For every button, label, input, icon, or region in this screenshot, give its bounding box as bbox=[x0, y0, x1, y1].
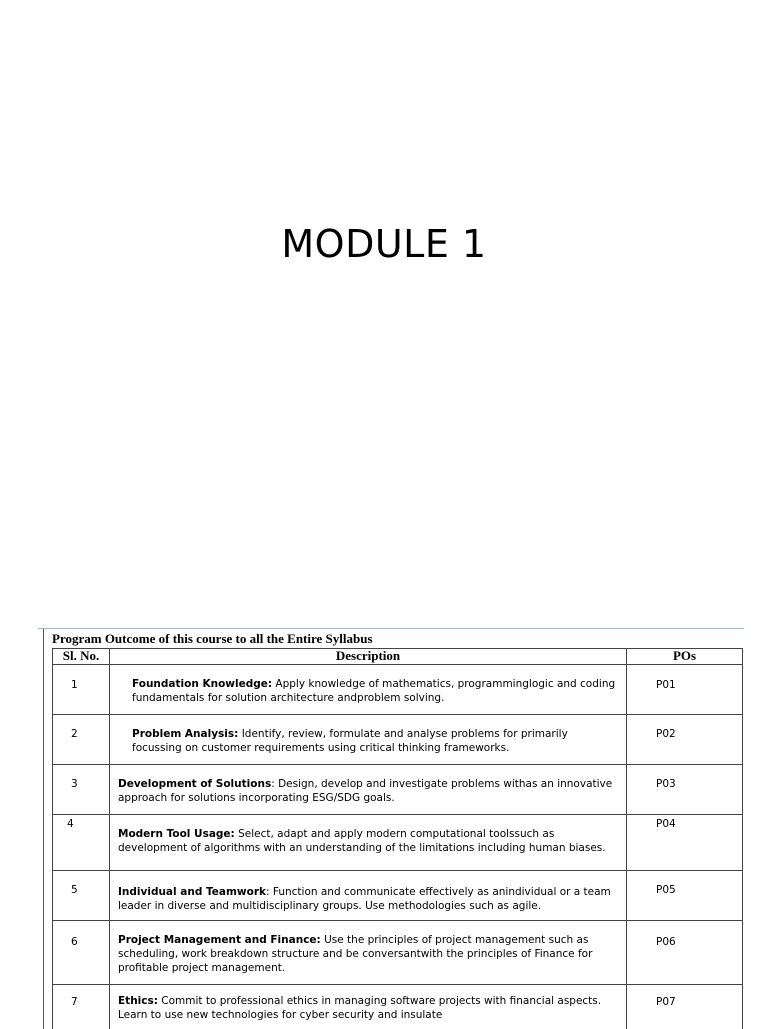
row-sl-no bbox=[53, 985, 110, 1029]
row-label: Project Management and Finance: bbox=[118, 934, 321, 946]
row-sl-no bbox=[53, 665, 110, 715]
row-description bbox=[110, 715, 627, 765]
program-outcome-document-image bbox=[38, 628, 744, 1029]
row-text: : Function and communicate effectively as anindividual or a team leader in diverse and multidisciplinary groups. Use methodologies such as agile. bbox=[118, 886, 611, 912]
row-sl-no-text: 6 bbox=[71, 921, 109, 949]
row-sl-no bbox=[53, 815, 110, 871]
row-description bbox=[110, 765, 627, 815]
row-sl-no bbox=[53, 871, 110, 921]
row-label: Individual and Teamwork bbox=[118, 886, 266, 898]
table-row bbox=[53, 921, 743, 985]
row-description-text bbox=[118, 815, 618, 855]
row-sl-no bbox=[53, 921, 110, 985]
row-text: Select, adapt and apply modern computational toolssuch as development of algorithms with an understanding of the limitations including human biases. bbox=[118, 828, 606, 854]
row-po-text: P01 bbox=[656, 665, 742, 692]
row-description-text bbox=[118, 985, 618, 1022]
left-rule bbox=[43, 629, 44, 1029]
row-description bbox=[110, 871, 627, 921]
row-po bbox=[627, 815, 743, 871]
row-label: Ethics: bbox=[118, 995, 158, 1007]
row-text: Apply knowledge of mathematics, programminglogic and coding fundamentals for solution architecture andproblem solving. bbox=[132, 678, 615, 704]
row-sl-no-text: 4 bbox=[67, 815, 109, 831]
row-po-text: P06 bbox=[656, 921, 742, 949]
column-header-sl-no: Sl. No. bbox=[53, 649, 110, 665]
row-po bbox=[627, 665, 743, 715]
row-sl-no-text: 2 bbox=[71, 715, 109, 741]
row-po-text: P07 bbox=[656, 985, 742, 1009]
table-row bbox=[53, 665, 743, 715]
row-po bbox=[627, 715, 743, 765]
row-po bbox=[627, 921, 743, 985]
table-row bbox=[53, 715, 743, 765]
column-header-description: Description bbox=[110, 649, 627, 665]
table-row bbox=[53, 985, 743, 1029]
row-label: Development of Solutions bbox=[118, 778, 271, 790]
row-sl-no-text: 3 bbox=[71, 765, 109, 791]
row-po-text: P02 bbox=[656, 715, 742, 741]
row-sl-no-text: 7 bbox=[71, 985, 109, 1009]
table-row bbox=[53, 815, 743, 871]
row-sl-no-text: 5 bbox=[71, 871, 109, 897]
row-label: Modern Tool Usage: bbox=[118, 828, 235, 840]
row-description bbox=[110, 665, 627, 715]
row-po-text: P04 bbox=[656, 815, 742, 831]
table-row bbox=[53, 765, 743, 815]
row-po-text: P03 bbox=[656, 765, 742, 791]
row-description-text bbox=[118, 921, 618, 975]
row-text: : Design, develop and investigate problems withas an innovative approach for solutions incorporating ESG/SDG goals. bbox=[118, 778, 612, 804]
row-sl-no bbox=[53, 715, 110, 765]
row-description bbox=[110, 985, 627, 1029]
row-description-text bbox=[118, 715, 618, 755]
row-sl-no bbox=[53, 765, 110, 815]
program-outcome-table bbox=[52, 648, 743, 1029]
row-po bbox=[627, 985, 743, 1029]
row-label: Foundation Knowledge: bbox=[132, 678, 272, 690]
row-po bbox=[627, 871, 743, 921]
table-row bbox=[53, 871, 743, 921]
row-description-text bbox=[118, 871, 618, 913]
row-label: Problem Analysis: bbox=[132, 728, 238, 740]
table-header-row bbox=[53, 649, 743, 665]
row-description bbox=[110, 921, 627, 985]
slide-title: MODULE 1 bbox=[0, 222, 768, 266]
row-description bbox=[110, 815, 627, 871]
document-caption: Program Outcome of this course to all the Entire Syllabus bbox=[52, 631, 373, 647]
row-description-text bbox=[118, 765, 618, 805]
row-text: Commit to professional ethics in managing software projects with financial aspects. Learn to use new technologies for cyber security and insulate bbox=[118, 995, 601, 1021]
row-description-text bbox=[118, 665, 618, 705]
row-po bbox=[627, 765, 743, 815]
column-header-pos: POs bbox=[627, 649, 743, 665]
row-po-text: P05 bbox=[656, 871, 742, 897]
row-sl-no-text: 1 bbox=[71, 665, 109, 692]
row-text: Identify, review, formulate and analyse problems for primarily focussing on customer requirements using critical thinking frameworks. bbox=[132, 728, 568, 754]
row-text: Use the principles of project management such as scheduling, work breakdown structure and be conversantwith the principles of Finance for profitable project management. bbox=[118, 934, 592, 974]
